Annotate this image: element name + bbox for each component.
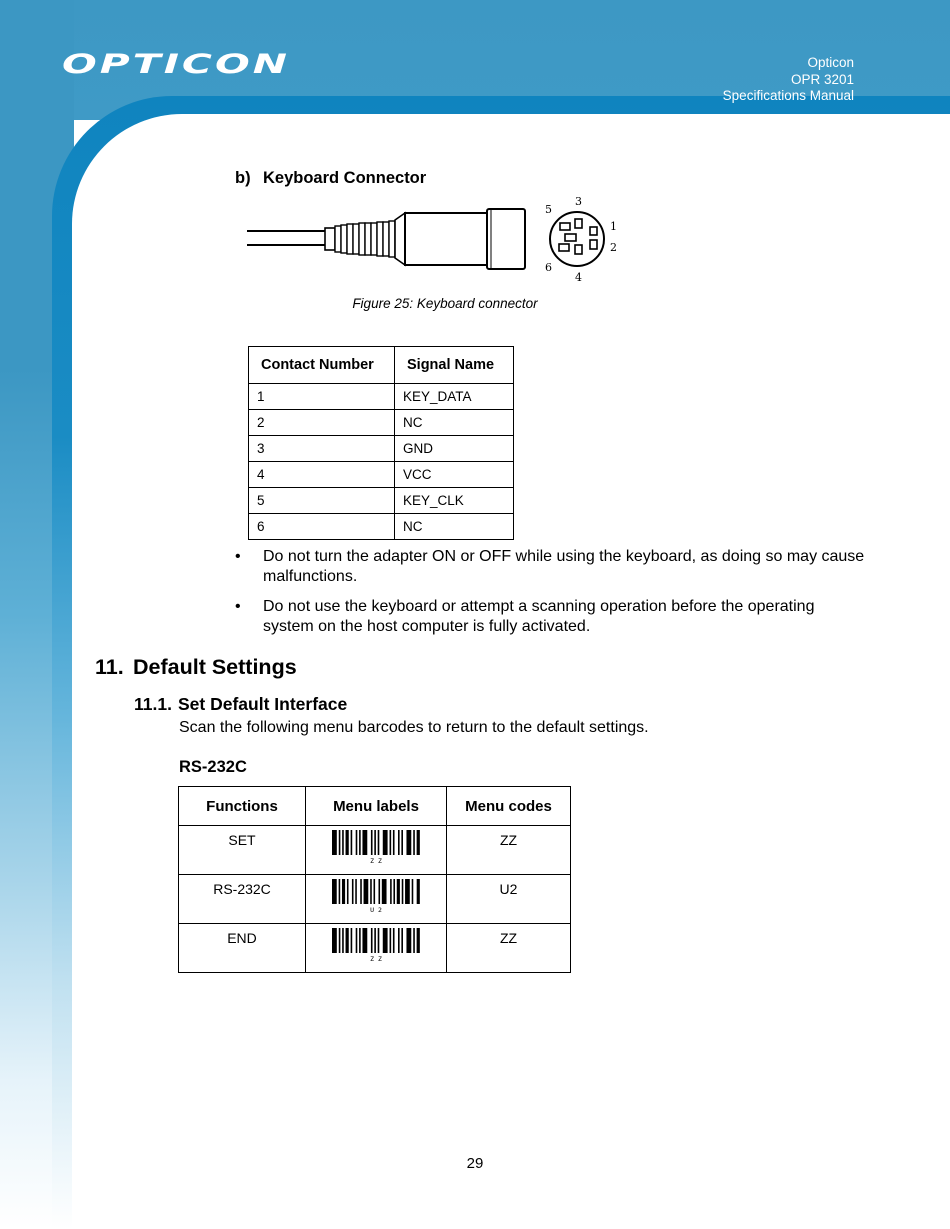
barcode-bar [401, 830, 403, 855]
barcode-bar [342, 879, 345, 904]
barcode-bar [412, 879, 414, 904]
barcode-bar [417, 879, 420, 904]
figure-caption: Figure 25: Keyboard connector [352, 296, 538, 311]
table-row [179, 875, 571, 924]
pin-label-1: 1 [610, 220, 617, 233]
pin-label-4: 4 [575, 271, 582, 284]
menu-label-cell [306, 826, 447, 875]
barcode-bar [397, 879, 400, 904]
barcode[interactable] [330, 879, 422, 913]
barcode-bar [352, 879, 354, 904]
barcode-bar [417, 830, 420, 855]
menu-code-cell: U2 [447, 875, 571, 924]
menu-barcode-table [178, 786, 571, 973]
barcode-bar [393, 879, 395, 904]
contact-number-cell: 5 [249, 488, 395, 514]
barcode-text: Z Z [370, 955, 382, 962]
barcode-bar [342, 928, 344, 953]
column-header: Contact Number [249, 347, 395, 384]
signal-name-cell: GND [395, 436, 514, 462]
menu-label-cell [306, 924, 447, 973]
section-heading [95, 655, 297, 680]
signal-name-cell: KEY_DATA [395, 384, 514, 410]
barcode-bar [383, 830, 388, 855]
barcode-bars [332, 879, 420, 904]
note-text: Do not use the keyboard or attempt a scanning operation before the operating system on the host computer is fully activated. [263, 598, 815, 635]
barcode-bar [390, 830, 392, 855]
barcode-bar [406, 928, 411, 953]
barcode-bar [378, 879, 380, 904]
table-row [249, 462, 514, 488]
note-text: Do not turn the adapter ON or OFF while using the keyboard, as doing so may cause malfunctions. [263, 548, 865, 585]
subsection-heading [134, 694, 347, 715]
barcode-bar [374, 830, 376, 855]
pin-label-2: 2 [610, 241, 617, 254]
header-doc-title: Specifications Manual [722, 88, 854, 103]
menu-code-cell: ZZ [447, 924, 571, 973]
table-row [179, 924, 571, 973]
subsection-number: 11.1. [134, 694, 172, 714]
barcode-bar [370, 879, 372, 904]
list-item [235, 597, 865, 637]
barcode-bar [342, 830, 344, 855]
contact-signal-table [248, 346, 514, 540]
table-row [249, 488, 514, 514]
barcode-bars [332, 928, 420, 953]
barcode-bar [332, 928, 337, 953]
menu-code-cell: ZZ [447, 826, 571, 875]
header-info [723, 55, 854, 105]
intro-text: Scan the following menu barcodes to return to the default settings. [179, 719, 649, 736]
column-header: Signal Name [395, 347, 514, 384]
barcode-bar [374, 879, 376, 904]
header-company: Opticon [807, 55, 854, 70]
barcode-bar [339, 830, 341, 855]
barcode-bar [347, 879, 349, 904]
barcode-bar [406, 830, 411, 855]
barcode[interactable] [330, 928, 422, 962]
barcode-bar [413, 928, 415, 953]
menu-label-cell [306, 875, 447, 924]
subsection-title: Set Default Interface [178, 694, 348, 714]
barcode-bar [339, 928, 341, 953]
opticon-logo [62, 50, 292, 76]
rs232c-title: RS-232C [179, 758, 247, 776]
contact-number-cell: 2 [249, 410, 395, 436]
header-model: OPR 3201 [790, 71, 854, 87]
page-number: 29 [466, 1155, 484, 1172]
barcode-bar [378, 830, 380, 855]
barcode-bar [374, 928, 376, 953]
table-row [249, 514, 514, 540]
barcode-bar [332, 830, 337, 855]
barcode-bar [398, 928, 400, 953]
barcode-bar [382, 879, 387, 904]
barcode-bar [351, 928, 353, 953]
barcode-bar [364, 879, 369, 904]
barcode-bar [371, 830, 373, 855]
keyboard-connector-heading [235, 169, 426, 188]
barcode-bar [360, 879, 362, 904]
barcode-bar [390, 928, 392, 953]
signal-name-cell: VCC [395, 462, 514, 488]
table-row [249, 384, 514, 410]
barcode-bar [356, 928, 358, 953]
column-header: Menu codes [447, 787, 571, 826]
barcode-bar [417, 928, 420, 953]
barcode-bar [393, 830, 395, 855]
barcode-bar [371, 928, 373, 953]
notes-list [235, 547, 865, 647]
barcode[interactable] [330, 830, 422, 864]
column-header: Functions [179, 787, 306, 826]
column-header: Menu labels [306, 787, 447, 826]
barcode-bar [401, 928, 403, 953]
barcode-bar [398, 830, 400, 855]
contact-number-cell: 1 [249, 384, 395, 410]
keyboard-connector-figure [245, 193, 625, 285]
barcode-bar [413, 830, 415, 855]
barcode-bar [359, 830, 361, 855]
barcode-bar [359, 928, 361, 953]
barcode-bar [351, 830, 353, 855]
function-cell: RS-232C [179, 875, 306, 924]
signal-name-cell: KEY_CLK [395, 488, 514, 514]
pin-label-3: 3 [575, 195, 582, 208]
table-header-row [249, 347, 514, 384]
barcode-bar [393, 928, 395, 953]
barcode-bar [355, 879, 357, 904]
barcode-bar [346, 830, 349, 855]
heading-number: b) [235, 169, 251, 187]
barcode-bars [332, 830, 420, 855]
table-header-row [179, 787, 571, 826]
barcode-bar [346, 928, 349, 953]
contact-number-cell: 3 [249, 436, 395, 462]
barcode-bar [383, 928, 388, 953]
barcode-bar [356, 830, 358, 855]
bullet-icon: • [235, 548, 241, 565]
barcode-bar [362, 928, 367, 953]
barcode-bar [402, 879, 404, 904]
barcode-bar [405, 879, 410, 904]
function-cell: SET [179, 826, 306, 875]
signal-name-cell: NC [395, 514, 514, 540]
barcode-bar [332, 879, 337, 904]
heading-title: Keyboard Connector [263, 169, 427, 187]
barcode-bar [362, 830, 367, 855]
contact-number-cell: 4 [249, 462, 395, 488]
section-number: 11. [95, 655, 124, 679]
barcode-text: Z Z [370, 857, 382, 864]
pin-label-6: 6 [545, 261, 552, 274]
section-title: Default Settings [133, 655, 297, 679]
bullet-icon: • [235, 598, 241, 615]
pin-label-5: 5 [545, 203, 552, 216]
signal-name-cell: NC [395, 410, 514, 436]
barcode-bar [390, 879, 392, 904]
list-item [235, 547, 865, 587]
function-cell: END [179, 924, 306, 973]
table-row [249, 410, 514, 436]
table-row [249, 436, 514, 462]
table-row [179, 826, 571, 875]
barcode-bar [339, 879, 341, 904]
svg-text:OPTICON: OPTICON [62, 50, 290, 76]
contact-number-cell: 6 [249, 514, 395, 540]
barcode-bar [378, 928, 380, 953]
barcode-text: U 2 [370, 906, 382, 913]
